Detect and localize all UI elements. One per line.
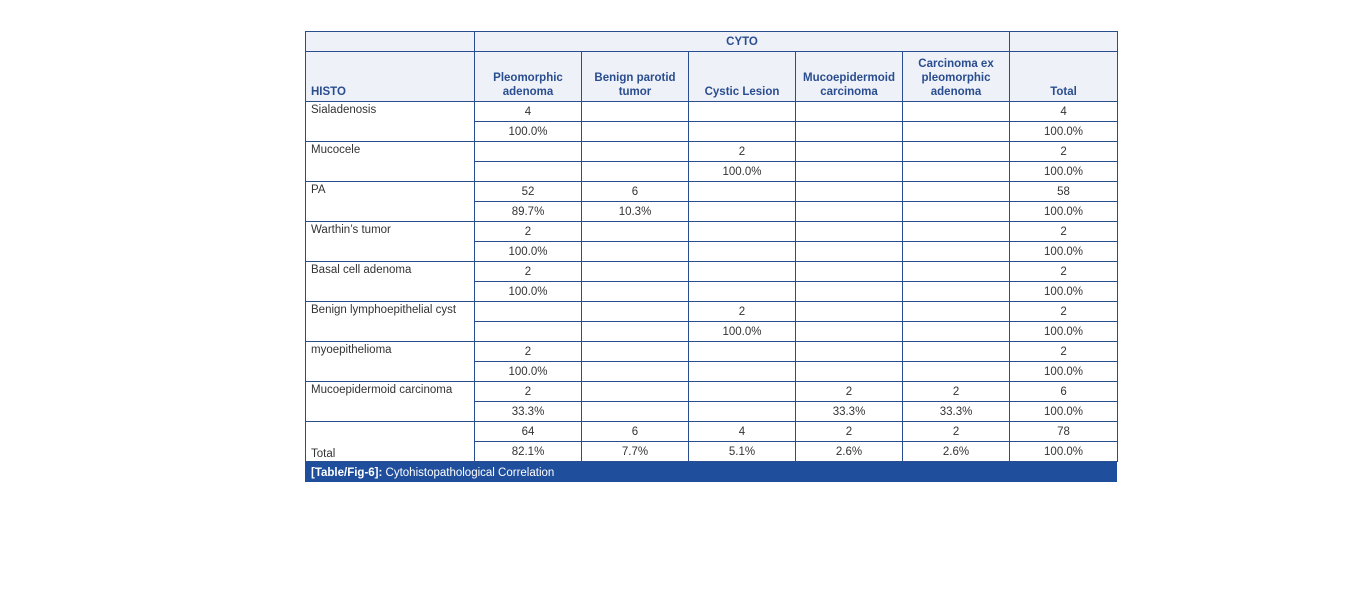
count-cell bbox=[796, 142, 903, 162]
count-cell: 4 bbox=[475, 102, 582, 122]
table-row bbox=[306, 102, 1118, 122]
count-cell bbox=[582, 222, 689, 242]
column-header: Carcinoma ex pleomorphic adenoma bbox=[903, 52, 1010, 102]
percent-cell: 100.0% bbox=[1010, 322, 1118, 342]
count-cell: 2 bbox=[1010, 302, 1118, 322]
count-cell bbox=[903, 222, 1010, 242]
row-label: Basal cell adenoma bbox=[306, 262, 475, 302]
percent-cell bbox=[582, 362, 689, 382]
count-cell bbox=[475, 142, 582, 162]
percent-cell: 100.0% bbox=[1010, 402, 1118, 422]
percent-cell bbox=[796, 362, 903, 382]
percent-cell bbox=[796, 282, 903, 302]
table-row bbox=[306, 182, 1118, 202]
percent-cell bbox=[582, 322, 689, 342]
row-label: Mucoepidermoid carcinoma bbox=[306, 382, 475, 422]
count-cell: 2 bbox=[475, 382, 582, 402]
count-cell: 2 bbox=[475, 262, 582, 282]
count-cell bbox=[903, 182, 1010, 202]
cyto-group-header: CYTO bbox=[475, 32, 1010, 52]
percent-cell bbox=[689, 202, 796, 222]
count-cell: 2 bbox=[903, 422, 1010, 442]
percent-cell: 100.0% bbox=[689, 162, 796, 182]
row-label: myoepithelioma bbox=[306, 342, 475, 382]
percent-cell bbox=[796, 242, 903, 262]
percent-cell: 7.7% bbox=[582, 442, 689, 462]
count-cell bbox=[796, 222, 903, 242]
percent-cell bbox=[582, 122, 689, 142]
percent-cell bbox=[796, 322, 903, 342]
percent-cell bbox=[796, 202, 903, 222]
percent-cell bbox=[796, 122, 903, 142]
column-header: Cystic Lesion bbox=[689, 52, 796, 102]
percent-cell bbox=[475, 162, 582, 182]
percent-cell: 100.0% bbox=[475, 282, 582, 302]
count-cell bbox=[582, 102, 689, 122]
count-cell: 2 bbox=[796, 382, 903, 402]
correlation-table bbox=[305, 31, 1118, 462]
count-cell: 6 bbox=[582, 182, 689, 202]
count-cell bbox=[582, 382, 689, 402]
count-cell bbox=[903, 342, 1010, 362]
count-cell: 2 bbox=[1010, 262, 1118, 282]
count-cell: 2 bbox=[1010, 342, 1118, 362]
count-cell bbox=[689, 102, 796, 122]
row-label: Sialadenosis bbox=[306, 102, 475, 142]
percent-cell: 100.0% bbox=[475, 242, 582, 262]
percent-cell: 82.1% bbox=[475, 442, 582, 462]
count-cell: 6 bbox=[1010, 382, 1118, 402]
percent-cell bbox=[689, 362, 796, 382]
percent-cell bbox=[582, 402, 689, 422]
table-caption bbox=[305, 462, 1117, 482]
count-cell: 2 bbox=[475, 222, 582, 242]
percent-cell: 100.0% bbox=[475, 362, 582, 382]
count-cell bbox=[582, 142, 689, 162]
percent-cell bbox=[582, 162, 689, 182]
count-cell: 2 bbox=[689, 142, 796, 162]
percent-cell bbox=[903, 162, 1010, 182]
row-label: Warthin’s tumor bbox=[306, 222, 475, 262]
percent-cell: 100.0% bbox=[1010, 122, 1118, 142]
percent-cell: 10.3% bbox=[582, 202, 689, 222]
table-row bbox=[306, 342, 1118, 362]
table-row bbox=[306, 262, 1118, 282]
count-cell: 4 bbox=[689, 422, 796, 442]
count-cell bbox=[796, 302, 903, 322]
count-cell: 4 bbox=[1010, 102, 1118, 122]
table-row bbox=[306, 382, 1118, 402]
percent-cell bbox=[689, 282, 796, 302]
count-cell bbox=[796, 262, 903, 282]
percent-cell: 100.0% bbox=[1010, 442, 1118, 462]
correlation-table-figure bbox=[305, 31, 1117, 482]
percent-cell bbox=[903, 362, 1010, 382]
table-row bbox=[306, 422, 1118, 442]
count-cell bbox=[796, 342, 903, 362]
row-label: Benign lymphoepithelial cyst bbox=[306, 302, 475, 342]
count-cell: 2 bbox=[1010, 142, 1118, 162]
percent-cell: 100.0% bbox=[689, 322, 796, 342]
row-label: PA bbox=[306, 182, 475, 222]
count-cell: 2 bbox=[689, 302, 796, 322]
count-cell bbox=[475, 302, 582, 322]
percent-cell bbox=[689, 242, 796, 262]
percent-cell bbox=[903, 122, 1010, 142]
percent-cell bbox=[582, 242, 689, 262]
column-header: Benign parotid tumor bbox=[582, 52, 689, 102]
count-cell: 2 bbox=[475, 342, 582, 362]
caption-tag: [Table/Fig-6]: bbox=[311, 467, 383, 479]
count-cell: 6 bbox=[582, 422, 689, 442]
percent-cell: 5.1% bbox=[689, 442, 796, 462]
count-cell: 64 bbox=[475, 422, 582, 442]
percent-cell: 100.0% bbox=[1010, 242, 1118, 262]
count-cell bbox=[796, 102, 903, 122]
count-cell: 2 bbox=[903, 382, 1010, 402]
count-cell bbox=[689, 222, 796, 242]
percent-cell: 100.0% bbox=[1010, 202, 1118, 222]
percent-cell bbox=[903, 282, 1010, 302]
percent-cell: 2.6% bbox=[903, 442, 1010, 462]
percent-cell bbox=[903, 202, 1010, 222]
count-cell bbox=[903, 302, 1010, 322]
percent-cell: 100.0% bbox=[1010, 362, 1118, 382]
percent-cell bbox=[582, 282, 689, 302]
count-cell bbox=[582, 262, 689, 282]
row-label: Mucocele bbox=[306, 142, 475, 182]
count-cell bbox=[903, 262, 1010, 282]
count-cell bbox=[689, 382, 796, 402]
percent-cell bbox=[475, 322, 582, 342]
percent-cell: 33.3% bbox=[475, 402, 582, 422]
percent-cell: 100.0% bbox=[1010, 162, 1118, 182]
count-cell bbox=[689, 342, 796, 362]
count-cell bbox=[796, 182, 903, 202]
table-row bbox=[306, 302, 1118, 322]
percent-cell bbox=[903, 322, 1010, 342]
percent-cell: 33.3% bbox=[796, 402, 903, 422]
table-body bbox=[306, 102, 1118, 462]
count-cell: 2 bbox=[1010, 222, 1118, 242]
percent-cell: 33.3% bbox=[903, 402, 1010, 422]
count-cell bbox=[689, 262, 796, 282]
percent-cell: 2.6% bbox=[796, 442, 903, 462]
histo-header: HISTO bbox=[306, 52, 475, 102]
header-corner bbox=[306, 32, 475, 52]
count-cell bbox=[582, 342, 689, 362]
count-cell: 58 bbox=[1010, 182, 1118, 202]
count-cell bbox=[903, 102, 1010, 122]
percent-cell bbox=[689, 122, 796, 142]
column-header: Total bbox=[1010, 52, 1118, 102]
count-cell bbox=[903, 142, 1010, 162]
count-cell bbox=[689, 182, 796, 202]
caption-text: Cytohistopathological Correlation bbox=[382, 467, 555, 479]
percent-cell bbox=[689, 402, 796, 422]
percent-cell: 100.0% bbox=[475, 122, 582, 142]
column-header: Mucoepidermoid carcinoma bbox=[796, 52, 903, 102]
row-label: Total bbox=[306, 422, 475, 462]
percent-cell bbox=[796, 162, 903, 182]
header-blank bbox=[1010, 32, 1118, 52]
table-row bbox=[306, 142, 1118, 162]
percent-cell: 100.0% bbox=[1010, 282, 1118, 302]
table-row bbox=[306, 222, 1118, 242]
percent-cell bbox=[903, 242, 1010, 262]
count-cell: 2 bbox=[796, 422, 903, 442]
count-cell bbox=[582, 302, 689, 322]
count-cell: 78 bbox=[1010, 422, 1118, 442]
percent-cell: 89.7% bbox=[475, 202, 582, 222]
column-header: Pleomorphic adenoma bbox=[475, 52, 582, 102]
count-cell: 52 bbox=[475, 182, 582, 202]
